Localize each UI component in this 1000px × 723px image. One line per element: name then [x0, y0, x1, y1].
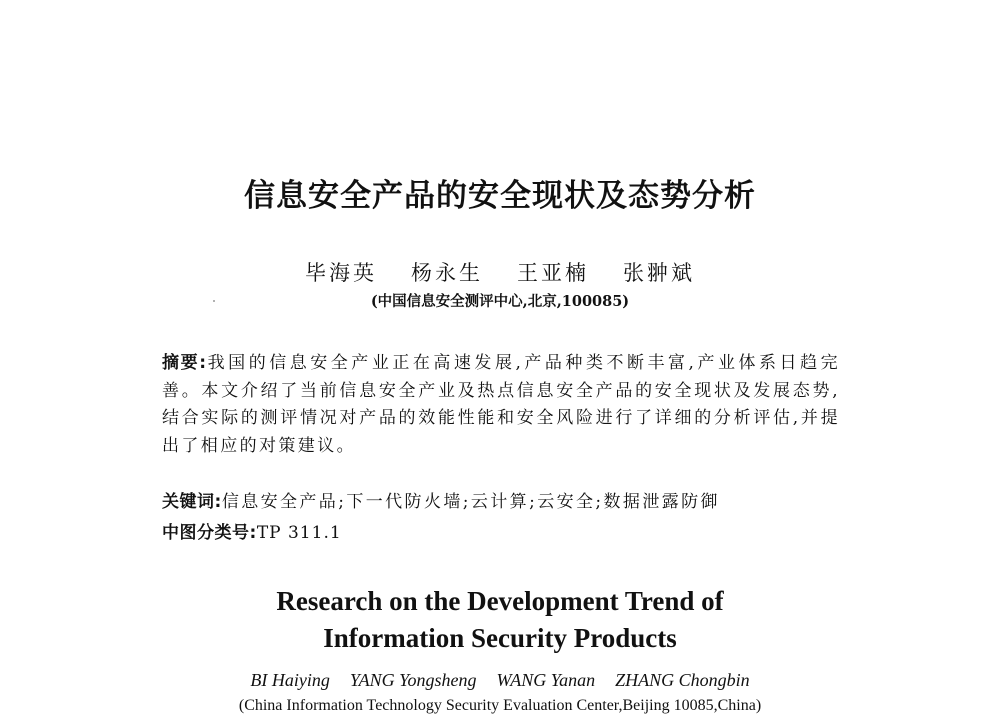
english-affiliation: (China Information Technology Security Evaluation Center,Beijing 10085,China) [238, 697, 762, 714]
classification-number: TP 311.1 [256, 523, 342, 543]
keywords-label: 关键词: [162, 492, 222, 512]
author-en-1: BI Haiying [250, 670, 330, 690]
chinese-title: 信息安全产品的安全现状及态势分析 [244, 178, 756, 214]
author-zh-4: 张翀斌 [623, 261, 695, 285]
english-authors [0, 670, 1000, 691]
author-en-4: ZHANG Chongbin [615, 670, 750, 690]
author-zh-1: 毕海英 [305, 261, 377, 285]
author-zh-2: 杨永生 [411, 261, 483, 285]
classification-label: 中图分类号: [162, 523, 257, 543]
english-title-line-2: Information Security Products [323, 623, 677, 653]
abstract [162, 350, 840, 460]
keywords-line [162, 487, 862, 512]
chinese-authors [0, 257, 1000, 287]
english-title [0, 583, 1000, 657]
author-en-3: WANG Yanan [496, 670, 596, 690]
author-zh-3: 王亚楠 [517, 261, 589, 285]
classification-line [162, 518, 862, 543]
abstract-label: 摘要: [162, 353, 207, 373]
scan-speck [213, 300, 215, 302]
english-title-line-1: Research on the Development Trend of [276, 586, 724, 616]
keywords-text: 信息安全产品;下一代防火墙;云计算;云安全;数据泄露防御 [221, 492, 720, 512]
chinese-affiliation: (中国信息安全测评中心,北京,100085) [370, 293, 630, 310]
abstract-text: 我国的信息安全产业正在高速发展,产品种类不断丰富,产业体系日趋完善。本文介绍了当前信息安全产业及热点信息安全产品的安全现状及发展态势,结合实际的测评情况对产品的效能性能和安全风险进行了详细的分析评估,并提出了相应的对策建议。 [162, 353, 840, 456]
author-en-2: YANG Yongsheng [349, 670, 477, 690]
